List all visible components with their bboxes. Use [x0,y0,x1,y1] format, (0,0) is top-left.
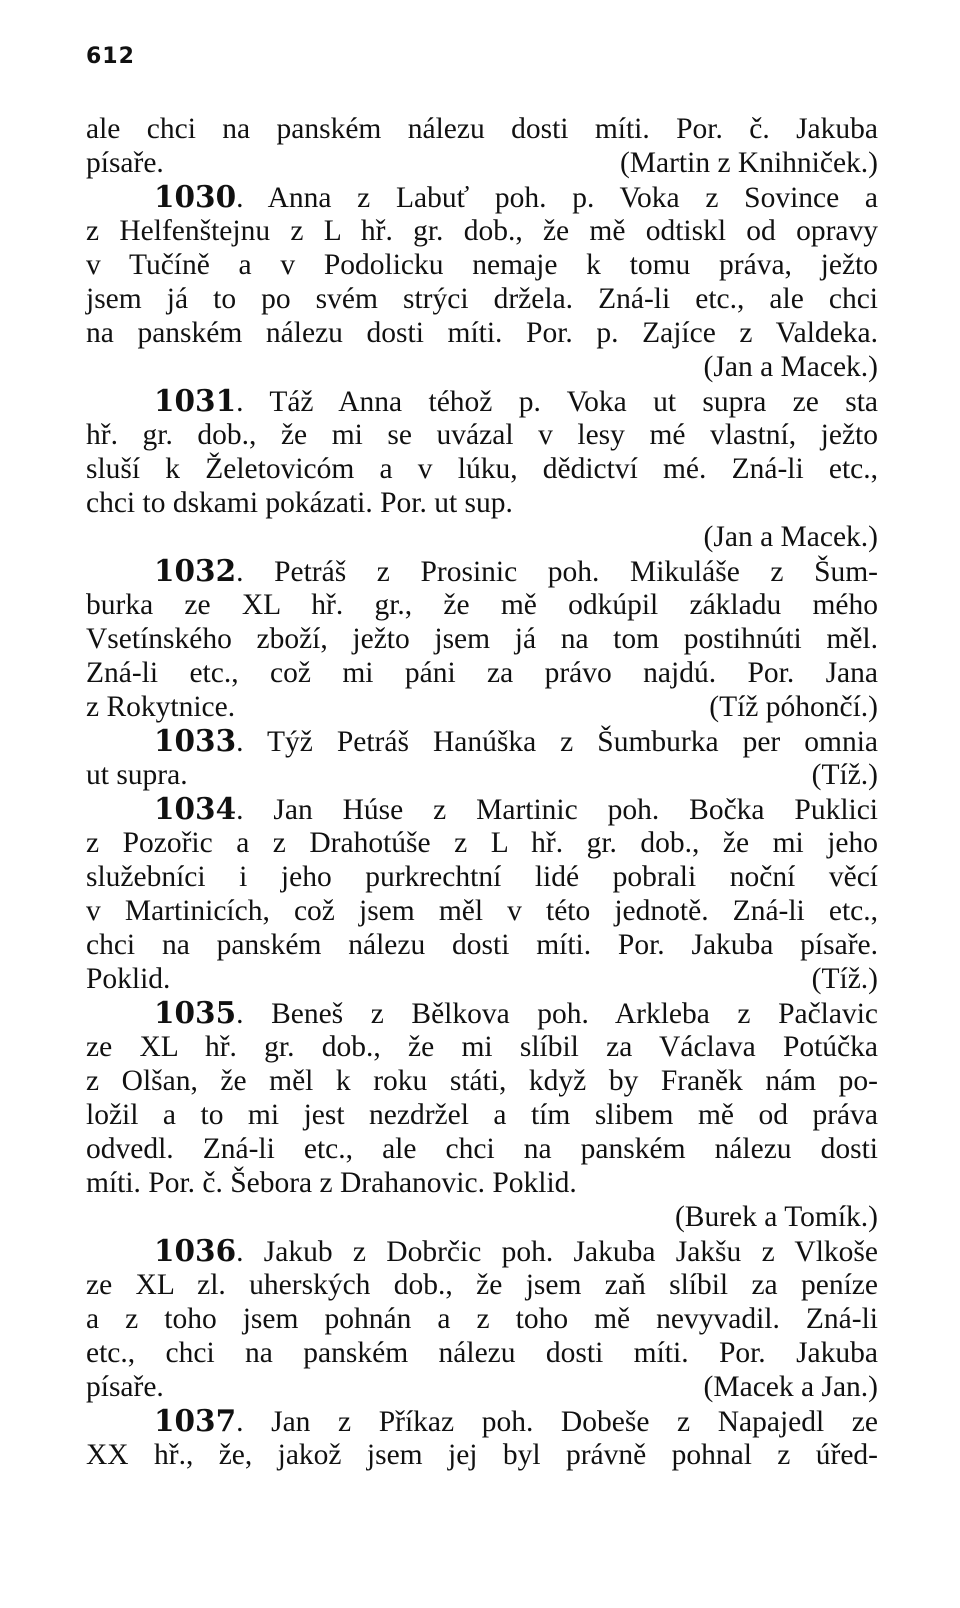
text-line: burka ze XL hř. gr., že mě odkúpil základu mého [86,589,878,621]
entry-first-line: 1035. Beneš z Bělkova poh. Arkleba z Pačlavic [154,995,878,1030]
text-fragment: Jan Húse z Martinic poh. Bočka Puklici [273,794,879,826]
signature: (Tíž.) [811,759,878,791]
text-line: v Martinicích, což jsem měl v této jednotě. Zná-li etc., [86,895,878,927]
text-line: sluší k Želetovicóm a v lúku, dědictví mé. Zná-li etc., [86,453,878,485]
signature: (Macek a Jan.) [703,1371,878,1403]
signature: (Burek a Tomík.) [674,1201,878,1233]
text-line: odvedl. Zná-li etc., ale chci na panském nálezu dosti [86,1133,878,1165]
text-fragment: Táž Anna téhož p. Voka ut supra ze sta [269,386,878,418]
entry-first-line: 1037. Jan z Příkaz poh. Dobeše z Napajedl ze [154,1403,878,1438]
text-line: ložil a to mi jest nezdržel a tím slibem mě od práva [86,1099,878,1131]
text-line: Vsetínského zboží, ježto jsem já na tom postihnúti měl. [86,623,878,655]
entry-number: 1032 [154,553,237,588]
text-line: ale chci na panském nálezu dosti míti. Por. č. Jakuba [86,113,878,145]
entry-number: 1037 [154,1403,237,1438]
text-line: jsem já to po svém strýci držela. Zná-li etc., ale chci [86,283,878,315]
entry-number: 1034 [154,791,237,826]
entry-first-line: 1036. Jakub z Dobrčic poh. Jakuba Jakšu z Vlkoše [154,1233,878,1268]
text-line: služebníci i jeho purkrechtní lidé pobrali noční věcí [86,861,878,893]
text-fragment: Beneš z Bělkova poh. Arkleba z Pačlavic [271,998,878,1030]
text-line: XX hř., že, jakož jsem jej byl právně pohnal z úřed- [86,1439,878,1471]
text-line: z Olšan, že měl k roku státi, když by Franěk nám po- [86,1065,878,1097]
text-line: z Helfenštejnu z L hř. gr. dob., že mě odtiskl od opravy [86,215,878,247]
text-line: etc., chci na panském nálezu dosti míti. Por. Jakuba [86,1337,878,1369]
signature: (Jan a Macek.) [703,521,878,553]
text-fragment: Petráš z Prosinic poh. Mikuláše z Šum- [274,556,879,588]
text-fragment: Týž Petráš Hanúška z Šumburka per omnia [266,726,878,758]
text-line: Zná-li etc., což mi páni za právo najdú. Por. Jana [86,657,878,689]
entry-number: 1033 [154,723,237,758]
entry-first-line: 1032. Petráš z Prosinic poh. Mikuláše z Šum- [154,553,879,588]
entry-first-line: 1031. Táž Anna téhož p. Voka ut supra ze sta [154,383,878,418]
page-number: 612 [86,44,135,69]
text-fragment: písaře. [86,1371,164,1403]
text-line: míti. Por. č. Šebora z Drahanovic. Poklid. [86,1167,577,1199]
text-line: z Pozořic a z Drahotúše z L hř. gr. dob., že mi jeho [86,827,878,859]
text-fragment: Anna z Labuť poh. p. Voka z Sovince a [267,182,879,214]
signature: (Tíž.) [811,963,878,995]
text-fragment: ut supra. [86,759,188,791]
text-line [86,146,878,180]
text-line: chci na panském nálezu dosti míti. Por. Jakuba písaře. [86,929,878,961]
text-fragment: Jakub z Dobrčic poh. Jakuba Jakšu z Vlkoše [263,1236,878,1268]
entry-number: 1035 [154,995,237,1030]
text-line: ze XL zl. uherských dob., že jsem zaň slíbil za peníze [86,1269,878,1301]
signature: (Martin z Knihniček.) [619,147,878,179]
entry-number: 1031 [154,383,237,418]
signature: (Jan a Macek.) [703,351,878,383]
text-fragment: Poklid. [86,963,171,995]
text-line: hř. gr. dob., že mi se uvázal v lesy mé vlastní, ježto [86,419,878,451]
text-line [86,690,878,724]
text-line [86,758,878,792]
text-line [86,962,878,996]
text-fragment: z Rokytnice. [86,691,236,723]
text-line: v Tučíně a v Podolicku nemaje k tomu práva, ježto [86,249,878,281]
text-line: na panském nálezu dosti míti. Por. p. Zajíce z Valdeka. [86,317,878,349]
text-fragment: písaře. [86,147,164,179]
entry-number: 1030 [154,179,237,214]
text-fragment: Jan z Příkaz poh. Dobeše z Napajedl ze [271,1406,878,1438]
text-line [86,1370,878,1404]
entry-first-line: 1030. Anna z Labuť poh. p. Voka z Sovince a [154,179,879,214]
signature: (Tíž póhončí.) [709,691,878,723]
entry-first-line: 1033. Týž Petráš Hanúška z Šumburka per omnia [154,723,878,758]
text-line: ze XL hř. gr. dob., že mi slíbil za Václava Potúčka [86,1031,878,1063]
text-line: chci to dskami pokázati. Por. ut sup. [86,487,513,519]
entry-first-line: 1034. Jan Húse z Martinic poh. Bočka Puklici [154,791,879,826]
entry-number: 1036 [154,1233,237,1268]
text-line: a z toho jsem pohnán a z toho mě nevyvadil. Zná-li [86,1303,878,1335]
